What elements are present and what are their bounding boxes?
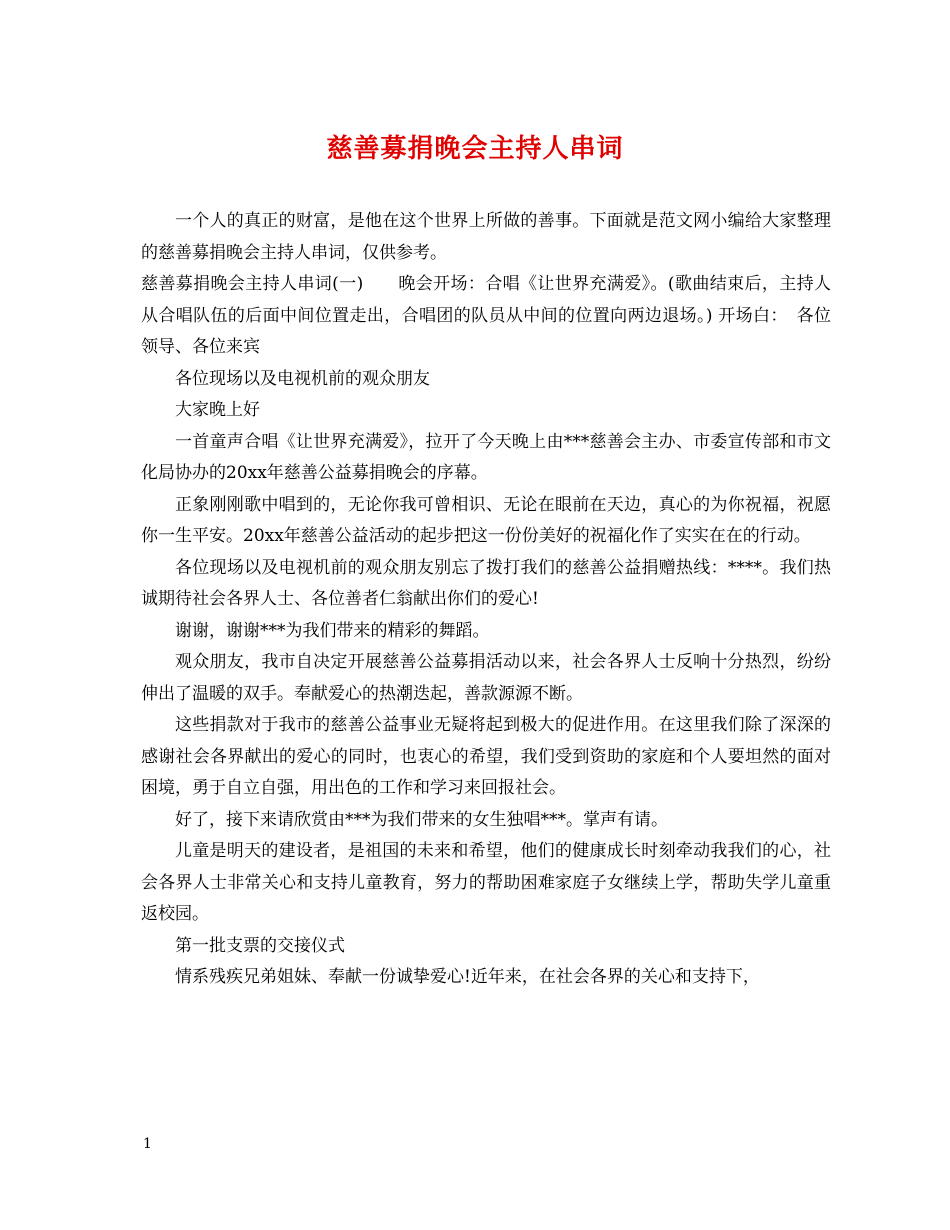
paragraph: 一个人的真正的财富，是他在这个世界上所做的善事。下面就是范文网小编给大家整理的慈善募捐晚会主持人串词，仅供参考。 xyxy=(141,211,831,263)
paragraph: 正象刚刚歌中唱到的，无论你我可曾相识、无论在眼前在天边，真心的为你祝福，祝愿你一生平安。20xx年慈善公益活动的起步把这一份份美好的祝福化作了实实在在的行动。 xyxy=(141,494,831,546)
page-title: 慈善募捐晚会主持人串词 xyxy=(326,134,624,164)
paragraph: 情系残疾兄弟姐妹、奉献一份诚挚爱心!近年来，在社会各界的关心和支持下， xyxy=(175,967,760,987)
paragraph: 一首童声合唱《让世界充满爱》，拉开了今天晚上由***慈善会主办、市委宣传部和市文化局协办的20xx年慈善公益募捐晚会的序幕。 xyxy=(141,431,831,483)
paragraph: 慈善募捐晚会主持人串词(一) 晚会开场：合唱《让世界充满爱》。(歌曲结束后，主持人从合唱队伍的后面中间位置走出，合唱团的队员从中间的位置向两边退场。) 开场白： 各位领导、各位来宾 xyxy=(141,274,831,357)
paragraph: 观众朋友，我市自决定开展慈善公益募捐活动以来，社会各界人士反响十分热烈，纷纷伸出了温暖的双手。奉献爱心的热潮迭起，善款源源不断。 xyxy=(141,652,831,704)
paragraph: 儿童是明天的建设者，是祖国的未来和希望，他们的健康成长时刻牵动我我们的心，社会各界人士非常关心和支持儿童教育，努力的帮助困难家庭子女继续上学，帮助失学儿童重返校园。 xyxy=(141,841,831,924)
paragraph: 第一批支票的交接仪式 xyxy=(175,935,345,956)
page-number: 1 xyxy=(143,1136,152,1152)
paragraph: 谢谢，谢谢***为我们带来的精彩的舞蹈。 xyxy=(175,620,490,641)
paragraph: 好了，接下来请欣赏由***为我们带来的女生独唱***。掌声有请。 xyxy=(175,809,668,830)
paragraph: 大家晚上好 xyxy=(175,400,260,420)
document-body xyxy=(141,206,831,994)
paragraph: 各位现场以及电视机前的观众朋友 xyxy=(175,368,430,389)
paragraph: 各位现场以及电视机前的观众朋友别忘了拨打我们的慈善公益捐赠热线：****。我们热诚期待社会各界人士、各位善者仁翁献出你们的爱心! xyxy=(141,557,831,609)
paragraph: 这些捐款对于我市的慈善公益事业无疑将起到极大的促进作用。在这里我们除了深深的感谢社会各界献出的爱心的同时，也衷心的希望，我们受到资助的家庭和个人要坦然的面对困境，勇于自立自强，用出色的工作和学习来回报社会。 xyxy=(141,715,831,798)
